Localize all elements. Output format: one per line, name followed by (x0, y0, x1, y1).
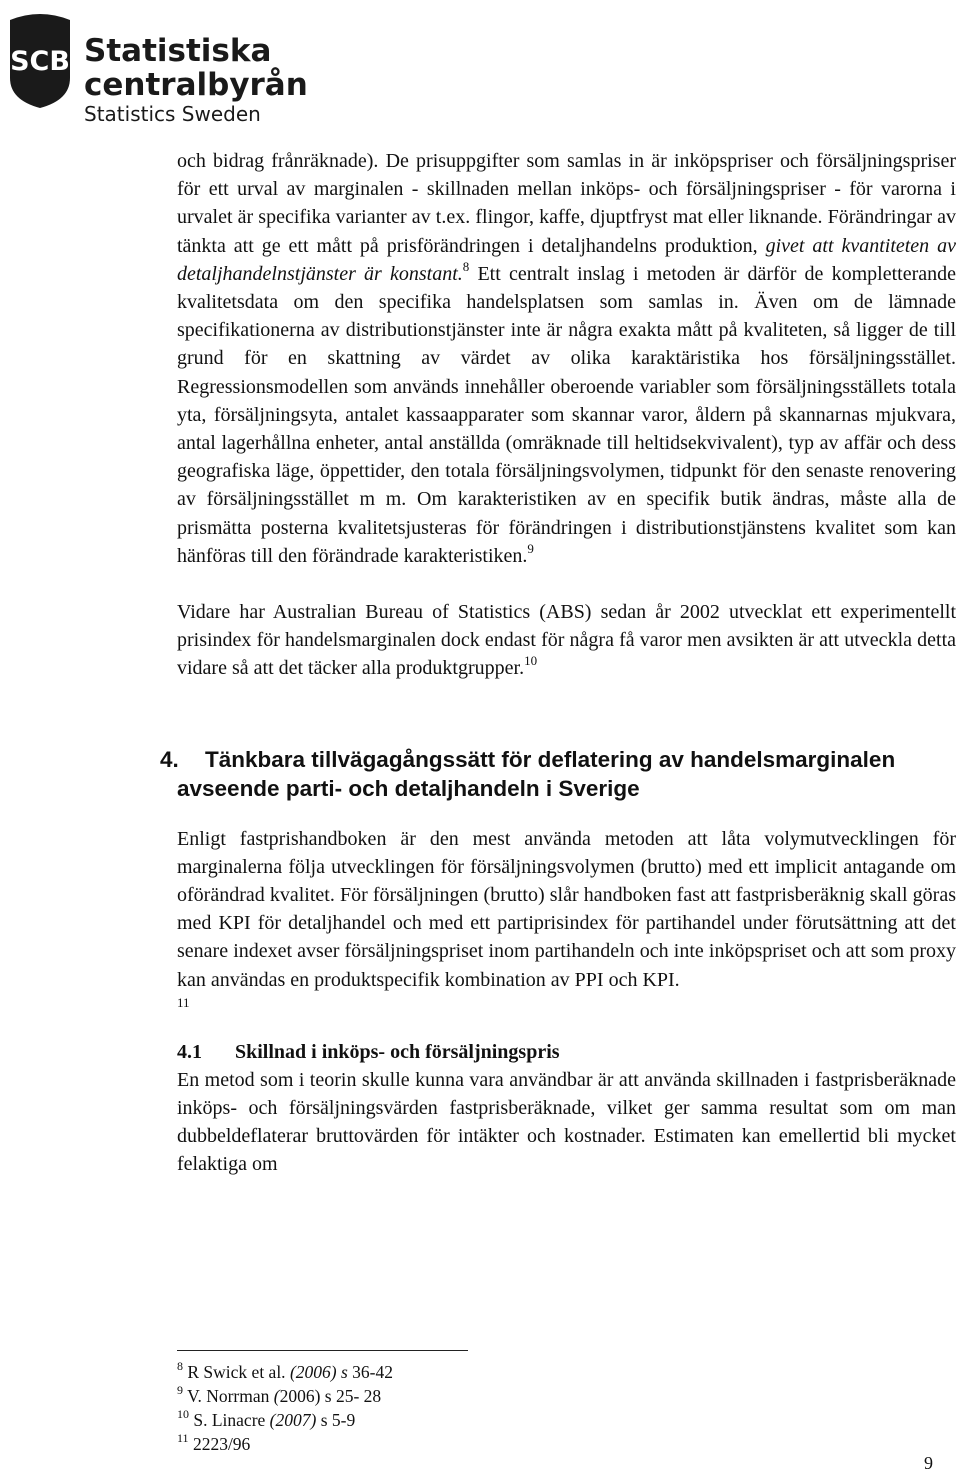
footnote-ref-9: 9 (527, 540, 534, 556)
footnote-10: $^{10}$ S. Linacre (2007) s 5-9 (177, 1407, 356, 1430)
scb-logo-letters: SCB (10, 46, 70, 77)
footnote-ref-8: 8 (462, 258, 470, 274)
section-number: 4. (160, 746, 179, 772)
paragraph-section-4-1 (177, 1066, 956, 1179)
paragraph-text: Enligt fastprishandboken är den mest använda metoden att låta volymutvecklingen för marginalerna följa utvecklingen för försäljningsvolymen (brutto) med ett implicit antagande om oförändrad kvalitet. För försäljningen (brutto) slår handboken fast att fastprisberäknig skall göras med KPI för detaljhandel och med ett partiprisindex för partihandel under förutsättning att det senare indexet avser försäljningspriset inom partihandeln och inte inköpspriset och att som proxy kan användas en produktspecifik kombination av PPI och KPI. (177, 827, 956, 991)
section-heading-4 (160, 745, 956, 803)
section-heading-4-1 (177, 1038, 956, 1066)
paragraph-text: Vidare har Australian Bureau of Statistics (ABS) sedan år 2002 utvecklat ett experimentellt prisindex för handelsmarginalen dock endast för några få varor men avsikten är att utveckla detta vidare så att det täcker alla produktgrupper. (177, 601, 956, 680)
footnotes (177, 1360, 393, 1456)
page-content (160, 147, 956, 1179)
footnote-8: $^8$ R Swick et al. (2006) s 36-42 (177, 1359, 393, 1382)
paragraph-text: En metod som i teorin skulle kunna vara användbar är att använda skillnaden i fastprisberäknade inköps- och försäljningsvärden fastprisberäknade, vilket ger samma resultat som om man dubbeldeflaterar bruttovärden för intäkter och kostnader. Estimaten kan emellertid bli mycket felaktiga om (177, 1068, 956, 1176)
footnote-ref-11: 11 (177, 994, 190, 1010)
paragraph-methods (177, 147, 956, 570)
subsection-title: Skillnad i inköps- och försäljningspris (235, 1040, 560, 1063)
logo-org-swedish: Statistiska centralbyrån (84, 33, 308, 103)
section-title: Tänkbara tillvägagångssätt för deflatering av handelsmarginalen avseende parti- och detaljhandeln i Sverige (177, 746, 896, 801)
subsection-number: 4.1 (177, 1040, 202, 1063)
scb-logo (2, 8, 482, 126)
footnote-ref-10: 10 (524, 653, 538, 669)
paragraph-text: Ett centralt inslag i metoden är därför de kompletterande kvalitetsdata om den specifika handelsplatsen som samlas in. Även om de lämnade specifikationerna av distributionstjänster inte är några exakta mått på kvaliteten, så ligger de till grund för en skattning av värdet av olika karaktäristika hos försäljningsstället. Regressionsmodellen som används innehåller oberoende variabler som försäljningsställets totala yta, försäljningsyta, antalet kassaapparater som skannar varor, åldern på skannarnas mjukvara, antal lagerhållna enheter, antal anställda (omräknade till heltidsekvivalent), typ av affär och dess geografiska läge, öppettider, den totala försäljningsvolymen, tidpunkt för den senaste renovering av försäljningsstället m m. Om karakteristiken av en specifik butik ändras, måste alla de prismätta posterna kvalitetsjusteras för förändringen i distributionstjänstens kvalitet som kan hänföras till den förändrade karakteristiken. (177, 262, 956, 567)
paragraph-text: och bidrag frånräknade). De prisuppgifter som samlas in är inköpspriser och försäljningspriser för ett urval av marginalen - skillnaden mellan inköps- och försäljningspriser - för varorna i urvalet är specifika varianter av t.ex. flingor, kaffe, djuptfryst mat eller liknande. Förändringar av tänkta att ge ett mått på prisförändringen i detaljhandelns produktion, (177, 150, 956, 257)
footnote-9: $^9$ V. Norrman (2006) s 25- 28 (177, 1383, 382, 1406)
scb-logo-mark (2, 8, 78, 108)
footnote-11: $^{11}$ 2223/96 (177, 1431, 251, 1454)
paragraph-section-4 (177, 825, 956, 994)
paragraph-abs (177, 598, 956, 683)
paragraph-italic-text: givet att kvantiteten av detaljhandelnstjänster är konstant. (177, 234, 956, 285)
logo-org-english: Statistics Sweden (84, 102, 261, 126)
page-number: 9 (924, 1453, 933, 1473)
footnote-divider (177, 1350, 468, 1351)
